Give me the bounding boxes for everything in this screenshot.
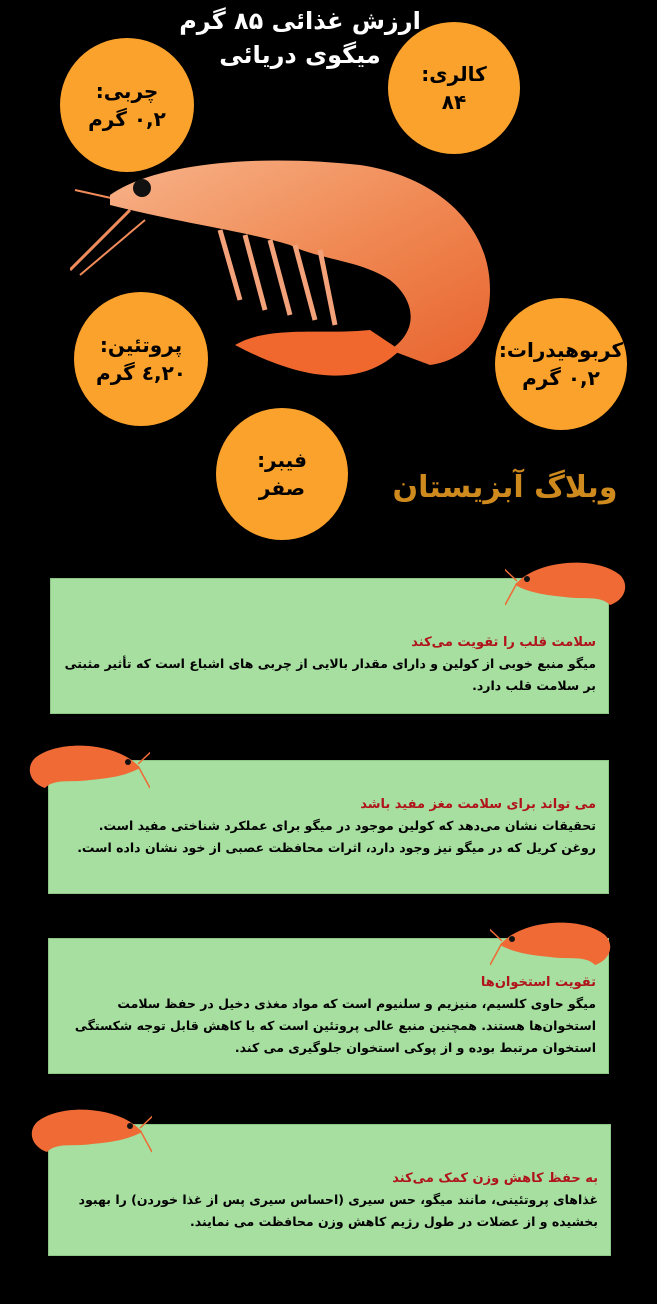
title-line-1: ارزش غذائی ۸۵ گرم: [179, 7, 421, 35]
shrimp-icon: [490, 915, 620, 975]
calories-circle: [388, 22, 520, 154]
shrimp-icon: [20, 738, 150, 798]
card-heading: تقویت استخوان‌ها: [480, 975, 596, 990]
calories-label: کالری:: [421, 62, 487, 86]
brand-logo-text: وبلاگ آبزیستان: [392, 470, 618, 505]
card-body: میگو حاوی کلسیم، منیزیم و سلنیوم است که مواد مغذی دخیل در حفظ سلامت استخوان‌ها هستند. همچنین منبع عالی پروتئین است که با کاهش قابل توجه شکستگی استخوان مرتبط بوده و از پوکی استخوان جلوگیری می کند.: [74, 996, 596, 1055]
shrimp-icon: [505, 555, 635, 615]
fat-value: ۰,۲ گرم: [88, 107, 166, 131]
card-heading: سلامت قلب را تقویت می‌کند: [411, 635, 596, 650]
protein-circle: [74, 292, 208, 426]
carbs-circle: [495, 298, 627, 430]
fiber-value: صفر: [258, 476, 306, 500]
calories-value: ۸۴: [441, 90, 467, 114]
card-body: تحقیقات نشان می‌دهد که کولین موجود در میگو برای عملکرد شناختی مفید است. روغن کریل که در میگو نیز وجود دارد، اثرات محافظت عصبی از خود نشان داده است.: [77, 818, 596, 855]
fiber-circle: [216, 408, 348, 540]
protein-value: ۲۰,٤ گرم: [96, 361, 186, 385]
shrimp-icon: [22, 1102, 152, 1162]
title-line-2: میگوی دریائی: [219, 41, 381, 69]
fat-label: چربی:: [95, 79, 159, 103]
carbs-value: ۰,۲ گرم: [522, 366, 600, 390]
card-heading: به حفظ کاهش وزن کمک می‌کند: [392, 1171, 598, 1186]
carbs-label: کربوهیدرات:: [498, 338, 624, 362]
protein-label: پروتئین:: [99, 333, 183, 357]
card-body: غذاهای پروتئینی، مانند میگو، حس سیری (احساس سیری پس از غذا خوردن) را بهبود بخشیده و از عضلات در طول رژیم کاهش وزن محافظت می نمایند.: [78, 1192, 598, 1229]
fiber-label: فیبر:: [257, 448, 307, 472]
card-body: میگو منبع خوبی از کولین و دارای مقدار بالایی از چربی های اشباع است که تأثیر مثبتی بر سلامت قلب دارد.: [64, 656, 596, 693]
card-heading: می تواند برای سلامت مغز مفید باشد: [360, 797, 596, 812]
fat-circle: [60, 38, 194, 172]
